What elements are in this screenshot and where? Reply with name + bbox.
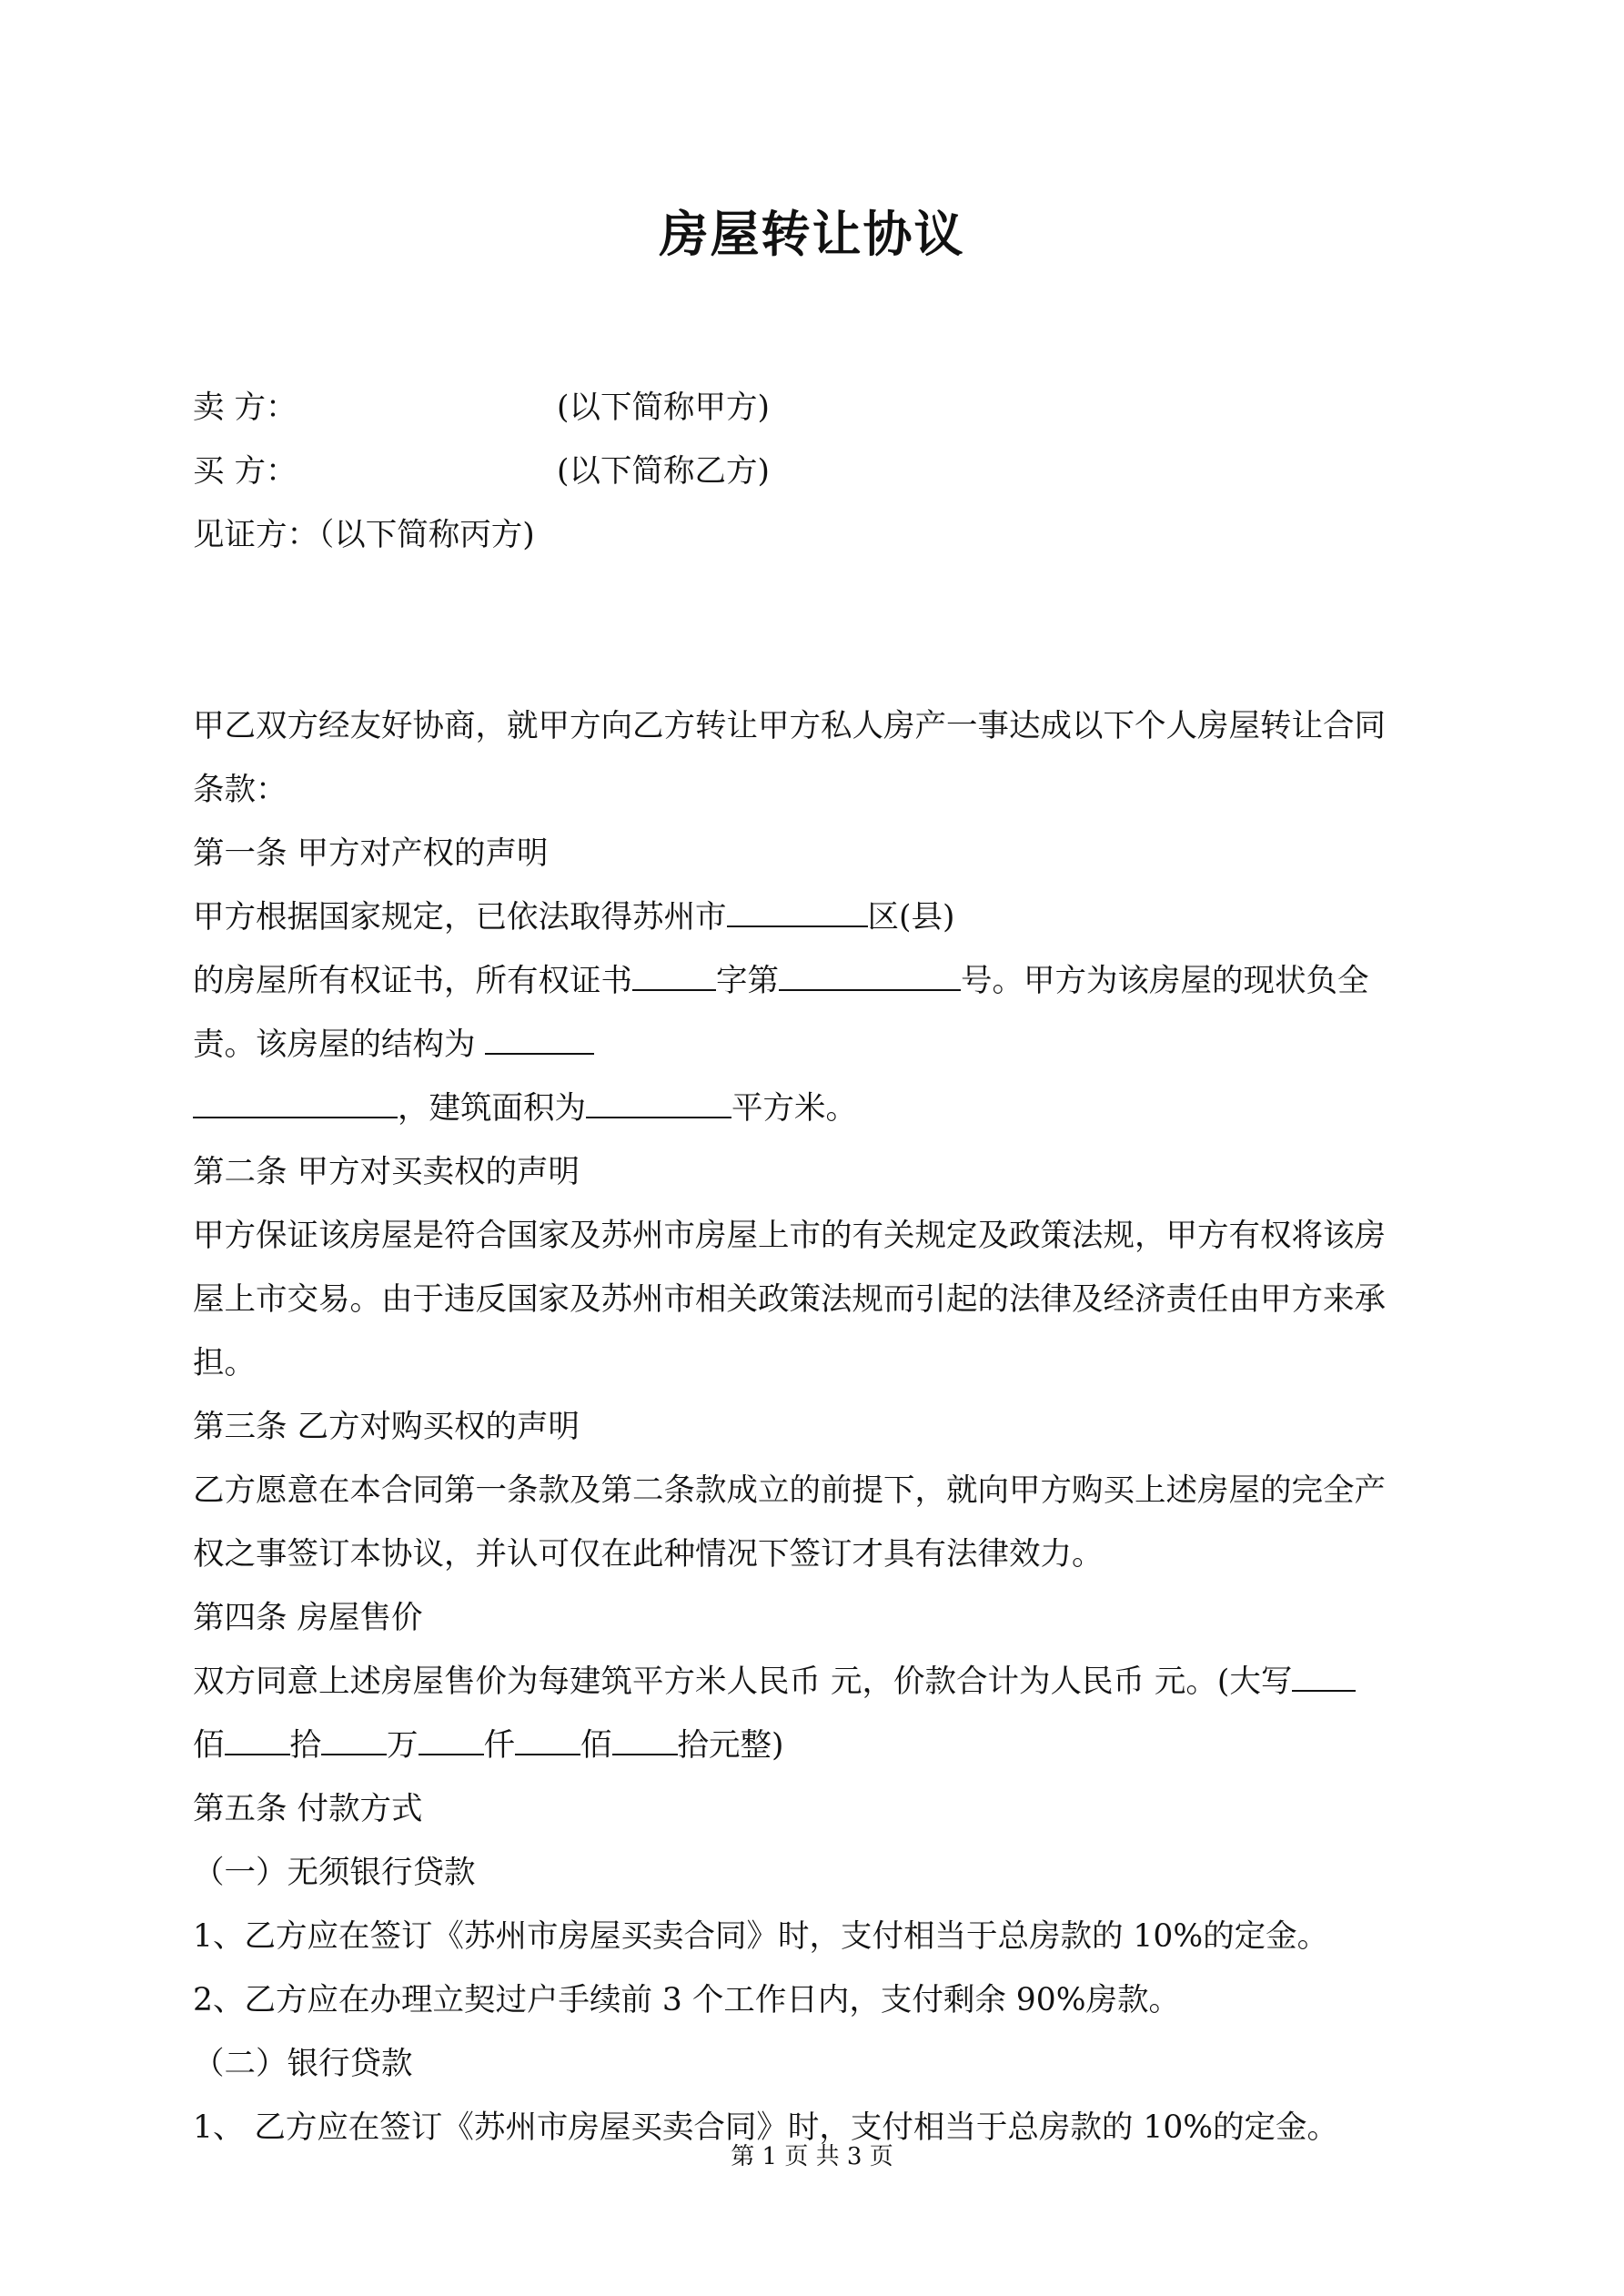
blank-digit (612, 1726, 678, 1755)
text: 的房屋所有权证书，所有权证书 (193, 963, 632, 999)
blank-digit (321, 1726, 387, 1755)
text: 区(县) (867, 899, 955, 936)
article-5-subheading: （一）无须银行贷款 (193, 1855, 476, 1891)
blank-digit (225, 1726, 290, 1755)
text: 拾元整) (677, 1727, 784, 1764)
party-note: (以下简称甲方) (557, 389, 770, 426)
text: 双方同意上述房屋售价为每建筑平方米人民币 元，价款合计为人民币 元。(大写 (193, 1664, 1293, 1700)
article-2-line: 担。 (193, 1345, 256, 1381)
article-5-subheading: （二）银行贷款 (193, 2046, 413, 2082)
text: 佰 (193, 1727, 225, 1764)
text: 责。该房屋的结构为 (193, 1027, 486, 1063)
article-2-line: 甲方保证该房屋是符合国家及苏州市房屋上市的有关规定及政策法规，甲方有权将该房 (193, 1218, 1386, 1254)
article-3-title: 第三条 乙方对购买权的声明 (193, 1409, 580, 1445)
article-1-line (193, 1013, 1439, 1077)
blank-district (727, 898, 868, 927)
page-number: 第 1 页 共 3 页 (731, 2143, 893, 2170)
party-witness: 见证方：（以下简称丙方) (193, 517, 535, 553)
blank-cert-number (779, 962, 961, 991)
blank-digit (419, 1726, 484, 1755)
blank-structure (485, 1026, 594, 1055)
article-5-item: 1、乙方应在签订《苏州市房屋买卖合同》时，支付相当于总房款的 10%的定金。 (193, 1918, 1329, 1955)
article-1-line (193, 949, 1439, 1013)
intro-line: 条款： (193, 772, 287, 808)
article-1-line (193, 885, 1439, 949)
text: 万 (387, 1727, 419, 1764)
spacer (193, 567, 1439, 694)
article-4-title: 第四条 房屋售价 (193, 1600, 423, 1636)
text: 拾 (289, 1727, 321, 1764)
text: 号。甲方为该房屋的现状负全 (961, 963, 1369, 999)
blank-cert-prefix (632, 962, 716, 991)
party-label: 买 方： (193, 453, 298, 490)
article-5-title: 第五条 付款方式 (193, 1791, 423, 1827)
article-2-title: 第二条 甲方对买卖权的声明 (193, 1154, 580, 1190)
document-body (193, 376, 1439, 2159)
party-note: (以下简称乙方) (557, 453, 770, 490)
party-label: 卖 方： (193, 389, 298, 426)
text: 甲方根据国家规定，已依法取得苏州市 (193, 899, 727, 936)
blank-area (586, 1089, 731, 1118)
text: 字第 (716, 963, 779, 999)
article-3-line: 乙方愿意在本合同第一条款及第二条款成立的前提下，就向甲方购买上述房屋的完全产 (193, 1472, 1386, 1509)
document-title: 房屋转让协议 (659, 205, 965, 263)
intro-line: 甲乙双方经友好协商，就甲方向乙方转让甲方私人房产一事达成以下个人房屋转让合同 (193, 708, 1386, 744)
text: ，建筑面积为 (398, 1090, 586, 1127)
party-buyer (193, 440, 1439, 503)
text: 平方米。 (731, 1090, 857, 1127)
article-5-item: 1、 乙方应在签订《苏州市房屋买卖合同》时，支付相当于总房款的 10%的定金。 (193, 2109, 1339, 2146)
article-1-title: 第一条 甲方对产权的声明 (193, 835, 549, 872)
blank-amount (1292, 1663, 1356, 1692)
article-1-line (193, 1077, 1439, 1140)
text: 仟 (483, 1727, 515, 1764)
text: 佰 (580, 1727, 612, 1764)
blank-digit (515, 1726, 580, 1755)
article-5-item: 2、乙方应在办理立契过户手续前 3 个工作日内，支付剩余 90%房款。 (193, 1982, 1180, 2018)
article-2-line: 屋上市交易。由于违反国家及苏州市相关政策法规而引起的法律及经济责任由甲方来承 (193, 1281, 1386, 1318)
article-4-line (193, 1650, 1439, 1714)
article-3-line: 权之事签订本协议，并认可仅在此种情况下签订才具有法律效力。 (193, 1536, 1104, 1573)
article-4-line (193, 1714, 1439, 1777)
blank-structure-cont (193, 1089, 398, 1118)
party-seller (193, 376, 1439, 440)
